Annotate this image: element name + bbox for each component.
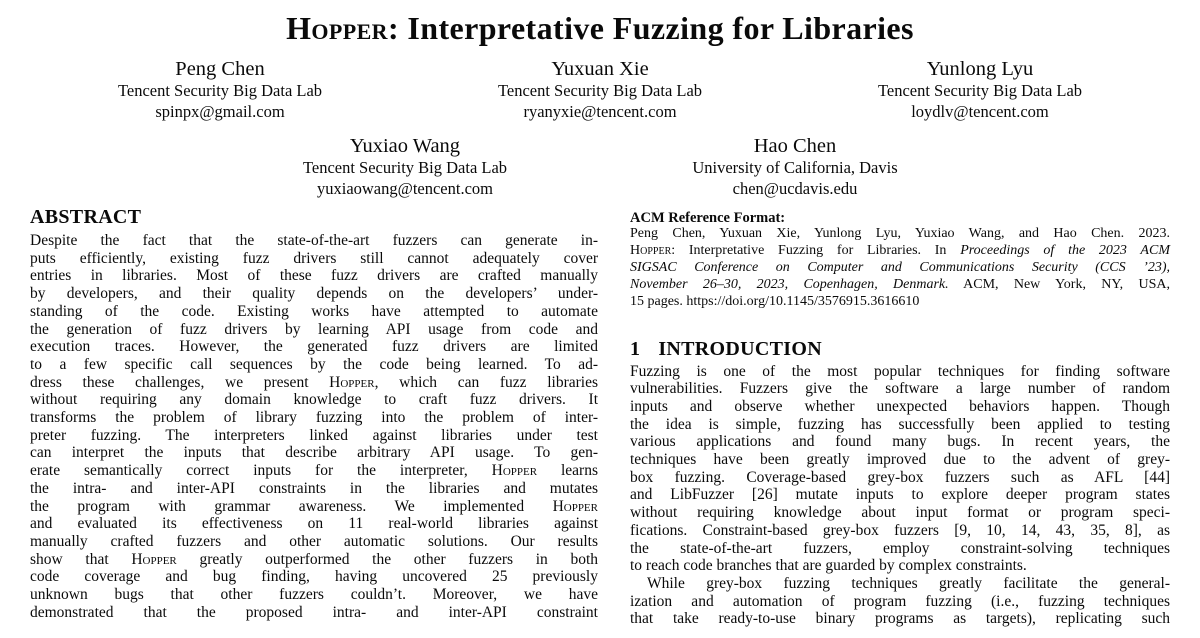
left-column [30, 205, 598, 628]
introduction-line: vulnerabilities. Fuzzers give the software a large number of random [630, 380, 1170, 398]
introduction-line: without requiring knowledge about input format or program speci- [630, 504, 1170, 522]
introduction-line: fications. Constraint-based grey-box fuzzers [9, 10, 14, 43, 35, 8], as [630, 521, 1170, 539]
acm-reference-line [630, 243, 1170, 260]
authors-row-2 [30, 134, 1170, 199]
author-affiliation: Tencent Security Big Data Lab [117, 81, 323, 100]
author-name: Hao Chen [753, 135, 837, 157]
abstract-line: the program with grammar awareness. We implemented Hopper [30, 497, 598, 515]
author-name: Peng Chen [175, 58, 265, 80]
abstract-line: can interpret the inputs that describe arbitrary API usage. To gen- [30, 444, 598, 462]
abstract-line: standing of the code. Existing works have attempted to automate [30, 302, 598, 320]
introduction-line: the idea is simple, fuzzing has successfully been applied to testing [630, 415, 1170, 433]
abstract-heading: ABSTRACT [30, 206, 142, 228]
author-name: Yuxuan Xie [551, 58, 649, 80]
two-column-body [30, 205, 1170, 628]
abstract-line: manually crafted fuzzers and other automatic solutions. Our results [30, 532, 598, 550]
column-gap [598, 205, 630, 628]
abstract-line: preter fuzzing. The interpreters linked against libraries under test [30, 426, 598, 444]
abstract-line: dress these challenges, we present Hopper, which can fuzz libraries [30, 373, 599, 391]
abstract-line: unknown bugs that other fuzzers couldn’t. Moreover, we have [30, 586, 598, 604]
abstract-line: to a few specific call sequences by the code being learned. To ad- [30, 355, 598, 373]
introduction-line: techniques have been greatly improved due to the advent of grey- [630, 451, 1170, 469]
acm-reference-roman: ACM, New York, NY, USA, [948, 276, 1170, 292]
introduction-line: inputs and observe whether unexpected behaviors happen. Though [630, 397, 1170, 415]
abstract-line: transforms the problem of library fuzzing into the problem of inter- [30, 409, 598, 427]
introduction-text [630, 363, 1170, 629]
author-affiliation: University of California, Davis [692, 158, 898, 177]
abstract-line: by developers, and their quality depends on the developers’ under- [30, 285, 598, 303]
abstract-line: erate semantically correct inputs for the interpreter, Hopper learns [30, 462, 598, 480]
acm-reference-roman: Hopper: Interpretative Fuzzing for Libraries. In [630, 242, 961, 258]
introduction-line: the state-of-the-art fuzzers, employ constraint-solving techniques [630, 539, 1170, 557]
abstract-line: execution traces. However, the generated fuzz drivers are limited [30, 338, 598, 356]
introduction-line: and LibFuzzer [26] mutate inputs to explore deeper program states [630, 486, 1170, 504]
acm-reference-doi-link[interactable]: 15 pages. https://doi.org/10.1145/3576915.3616610 [630, 293, 920, 309]
acm-reference-line: Peng Chen, Yuxuan Xie, Yunlong Lyu, Yuxiao Wang, and Hao Chen. 2023. [630, 226, 1170, 241]
introduction-line: that take ready-to-use binary programs as targets), replicating such [630, 610, 1170, 628]
author-email-link[interactable]: loydlv@tencent.com [911, 101, 1049, 121]
section-title: INTRODUCTION [658, 337, 822, 360]
abstract-text [30, 232, 598, 621]
introduction-line: box fuzzing. Coverage-based grey-box fuzzers such as AFL [44] [630, 468, 1170, 486]
author-block [790, 57, 1170, 122]
author-affiliation: Tencent Security Big Data Lab [497, 81, 703, 100]
acm-reference-line: SIGSAC Conference on Computer and Communications Security (CCS ’23), [630, 259, 1170, 275]
author-block [30, 57, 410, 122]
acm-reference-italic: Proceedings of the 2023 ACM [960, 242, 1170, 258]
introduction-heading [630, 337, 1170, 361]
author-affiliation: Tencent Security Big Data Lab [877, 81, 1083, 100]
author-affiliation: Tencent Security Big Data Lab [302, 158, 508, 177]
paper-title-rest: : Interpretative Fuzzing for Libraries [387, 10, 914, 46]
abstract-line: code coverage and bug finding, having uncovered 25 previously [30, 568, 598, 586]
abstract-line: puts efficiently, existing fuzz drivers still cannot adequately cover [30, 249, 598, 267]
author-email-link[interactable]: yuxiaowang@tencent.com [316, 178, 493, 198]
acm-reference-italic: November 26–30, 2023, Copenhagen, Denmark. [630, 276, 949, 292]
introduction-line: to reach code branches that are guarded by complex constraints. [630, 557, 1027, 575]
abstract-line: entries in libraries. Most of these fuzz drivers are crafted manually [30, 267, 598, 285]
paper-title-name: Hopper [286, 10, 388, 46]
acm-reference-text [630, 226, 1170, 311]
introduction-line: While grey-box fuzzing techniques greatly facilitate the general- [647, 574, 1170, 592]
abstract-line: show that Hopper greatly outperformed the other fuzzers in both [30, 550, 599, 568]
right-column [630, 205, 1170, 628]
abstract-line: Despite the fact that the state-of-the-art fuzzers can generate in- [30, 232, 598, 249]
acm-reference-heading: ACM Reference Format: [630, 210, 786, 226]
author-email-link[interactable]: ryanyxie@tencent.com [523, 101, 677, 121]
author-email-link[interactable]: chen@ucdavis.edu [732, 178, 858, 198]
abstract-line: and evaluated its effectiveness on 11 real-world libraries against [30, 515, 598, 533]
author-block [410, 57, 790, 122]
paper-title [30, 8, 1170, 48]
introduction-line: Fuzzing is one of the most popular techniques for finding software [630, 362, 1170, 380]
acm-reference-line [630, 277, 1170, 294]
abstract-line: without requiring any domain knowledge to craft fuzz drivers. It [30, 391, 598, 409]
abstract-line: demonstrated that the proposed intra- and inter-API constraint [30, 603, 598, 621]
author-name: Yunlong Lyu [926, 58, 1034, 80]
authors-row-1 [30, 57, 1170, 122]
introduction-line: various applications and found many bugs. In recent years, the [630, 433, 1170, 451]
introduction-line: ization and automation of program fuzzing (i.e., fuzzing techniques [630, 592, 1170, 610]
abstract-line: the intra- and inter-API constraints in the libraries and mutates [30, 479, 598, 497]
abstract-line: the generation of fuzz drivers by learning API usage from code and [30, 320, 598, 338]
author-email-link[interactable]: spinpx@gmail.com [155, 101, 285, 121]
author-name: Yuxiao Wang [349, 135, 461, 157]
author-block [210, 134, 600, 199]
section-number: 1 [630, 337, 641, 360]
author-block [600, 134, 990, 199]
